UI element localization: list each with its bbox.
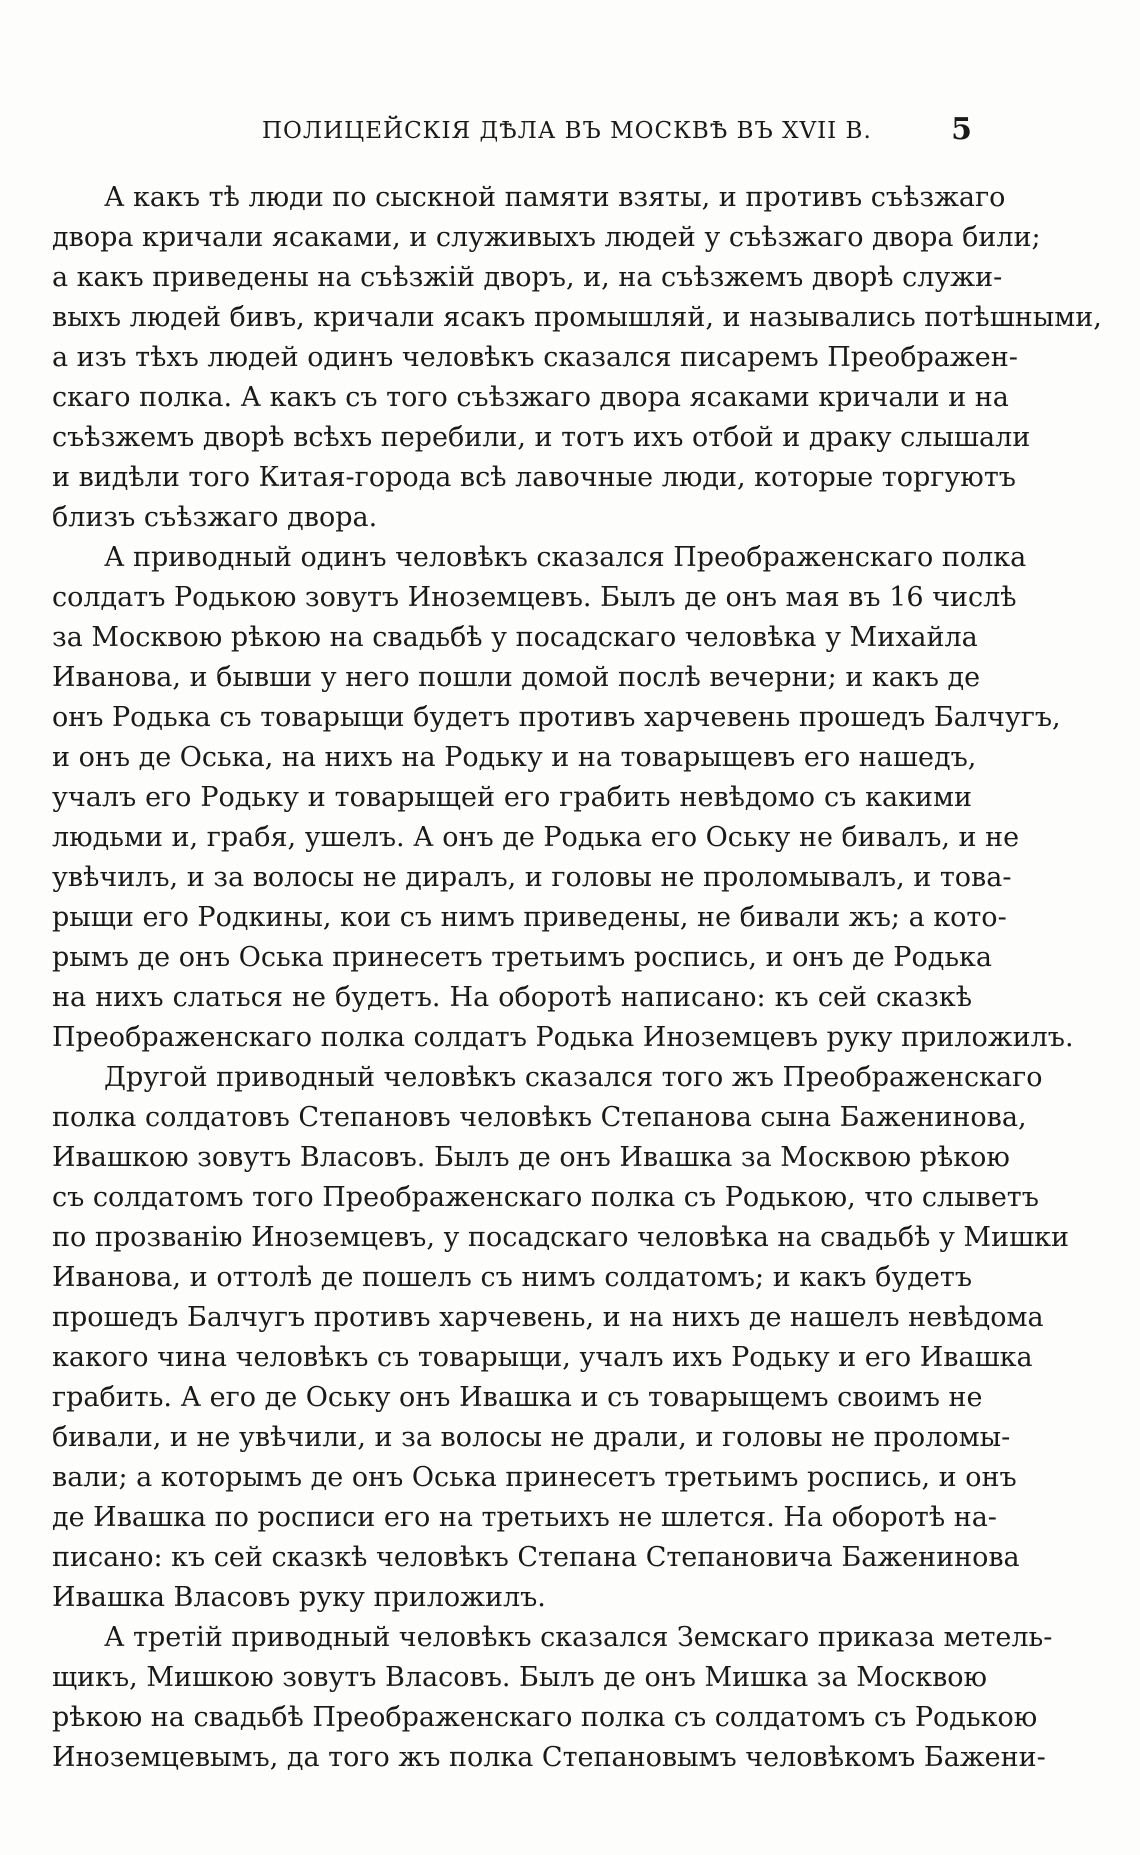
text-line: скаго полка. А какъ съ того съѣзжаго двора ясаками кричали и на: [52, 382, 1009, 413]
text-line: полка солдатовъ Степановъ человѣкъ Степанова сына Баженинова,: [52, 1102, 1027, 1133]
text-line: близъ съѣзжаго двора.: [52, 502, 378, 533]
text-line: съ солдатомъ того Преображенскаго полка съ Родькою, что слыветъ: [52, 1182, 1039, 1213]
paragraph: [52, 178, 1102, 538]
text-line: какого чина человѣкъ съ товарыщи, учалъ ихъ Родьку и его Ивашка: [52, 1342, 1033, 1373]
text-line: де Ивашка по росписи его на третьихъ не шлется. На оборотѣ на-: [52, 1502, 997, 1533]
text-line: Иванова, и оттолѣ де пошелъ съ нимъ солдатомъ; и какъ будетъ: [52, 1262, 972, 1293]
text-line: Иванова, и бывши у него пошли домой послѣ вечерни; и какъ де: [52, 662, 981, 693]
page-number: 5: [951, 112, 972, 147]
text-line: людьми и, грабя, ушелъ. А онъ де Родька его Оську не бивалъ, и не: [52, 822, 1020, 853]
text-line: рѣкою на свадьбѣ Преображенскаго полка съ солдатомъ съ Родькою: [52, 1702, 1038, 1733]
text-line: Ивашкою зовутъ Власовъ. Былъ де онъ Ивашка за Москвою рѣкою: [52, 1142, 1010, 1173]
text-line: грабить. А его де Оську онъ Ивашка и съ товарыщемъ своимъ не: [52, 1382, 983, 1413]
text-line: щикъ, Мишкою зовутъ Власовъ. Былъ де онъ Мишка за Москвою: [52, 1662, 988, 1693]
paragraph: [52, 1058, 1070, 1618]
text-line: рыщи его Родкины, кои съ нимъ приведены, не бивали жъ; а кото-: [52, 902, 1007, 933]
running-title: ПОЛИЦЕЙСКІЯ ДѢЛА ВЪ МОСКВѢ ВЪ XVII В.: [262, 118, 872, 144]
text-line: двора кричали ясаками, и служивыхъ людей у съѣзжаго двора били;: [52, 222, 1041, 253]
text-line: писано: къ сей сказкѣ человѣкъ Степана Степановича Баженинова: [52, 1542, 1020, 1573]
text-line: и видѣли того Китая-города всѣ лавочные люди, которые торгуютъ: [52, 462, 1016, 493]
text-line: Ивашка Власовъ руку приложилъ.: [52, 1582, 546, 1613]
text-line: и онъ де Оська, на нихъ на Родьку и на товарыщевъ его нашедъ,: [52, 742, 977, 773]
text-line: онъ Родька съ товарыщи будетъ противъ харчевень прошедъ Балчугъ,: [52, 702, 1061, 733]
text-line: солдатъ Родькою зовутъ Иноземцевъ. Былъ де онъ мая въ 16 числѣ: [52, 582, 1017, 613]
text-line: А приводный одинъ человѣкъ сказался Преображенскаго полка: [104, 542, 1027, 573]
text-line: увѣчилъ, и за волосы не диралъ, и головы не проломывалъ, и това-: [52, 862, 1012, 893]
text-line: на нихъ слаться не будетъ. На оборотѣ написано: къ сей сказкѣ: [52, 982, 972, 1013]
text-line: съѣзжемъ дворѣ всѣхъ перебили, и тотъ ихъ отбой и драку слышали: [52, 422, 1031, 453]
paragraph: [52, 1618, 1053, 1778]
body-text: [52, 178, 1102, 1778]
text-line: за Москвою рѣкою на свадьбѣ у посадскаго человѣка у Михайла: [52, 622, 978, 653]
running-head: [52, 112, 972, 158]
text-line: Преображенскаго полка солдатъ Родька Иноземцевъ руку приложилъ.: [52, 1022, 1074, 1053]
text-line: а изъ тѣхъ людей одинъ человѣкъ сказался писаремъ Преображен-: [52, 342, 1018, 373]
text-line: по прозванію Иноземцевъ, у посадскаго человѣка на свадьбѣ у Мишки: [52, 1222, 1070, 1253]
text-line: рымъ де онъ Оська принесетъ третьимъ роспись, и онъ де Родька: [52, 942, 993, 973]
text-line: выхъ людей бивъ, кричали ясакъ промышляй, и назывались потѣшными,: [52, 302, 1102, 333]
text-line: Другой приводный человѣкъ сказался того жъ Преображенскаго: [104, 1062, 1043, 1093]
text-line: учалъ его Родьку и товарыщей его грабить невѣдомо съ какими: [52, 782, 972, 813]
text-line: а какъ приведены на съѣзжій дворъ, и, на съѣзжемъ дворѣ служи-: [52, 262, 1003, 293]
text-line: Иноземцевымъ, да того жъ полка Степановымъ человѣкомъ Бажени-: [52, 1742, 1046, 1773]
text-line: бивали, и не увѣчили, и за волосы не драли, и головы не проломы-: [52, 1422, 1011, 1453]
text-line: вали; а которымъ де онъ Оська принесетъ третьимъ роспись, и онъ: [52, 1462, 1017, 1493]
paragraph: [52, 538, 1074, 1058]
text-line: прошедъ Балчугъ противъ харчевень, и на нихъ де нашелъ невѣдома: [52, 1302, 1044, 1333]
text-line: А какъ тѣ люди по сыскной памяти взяты, и противъ съѣзжаго: [104, 182, 1006, 213]
text-line: А третій приводный человѣкъ сказался Земскаго приказа метель-: [104, 1622, 1053, 1653]
